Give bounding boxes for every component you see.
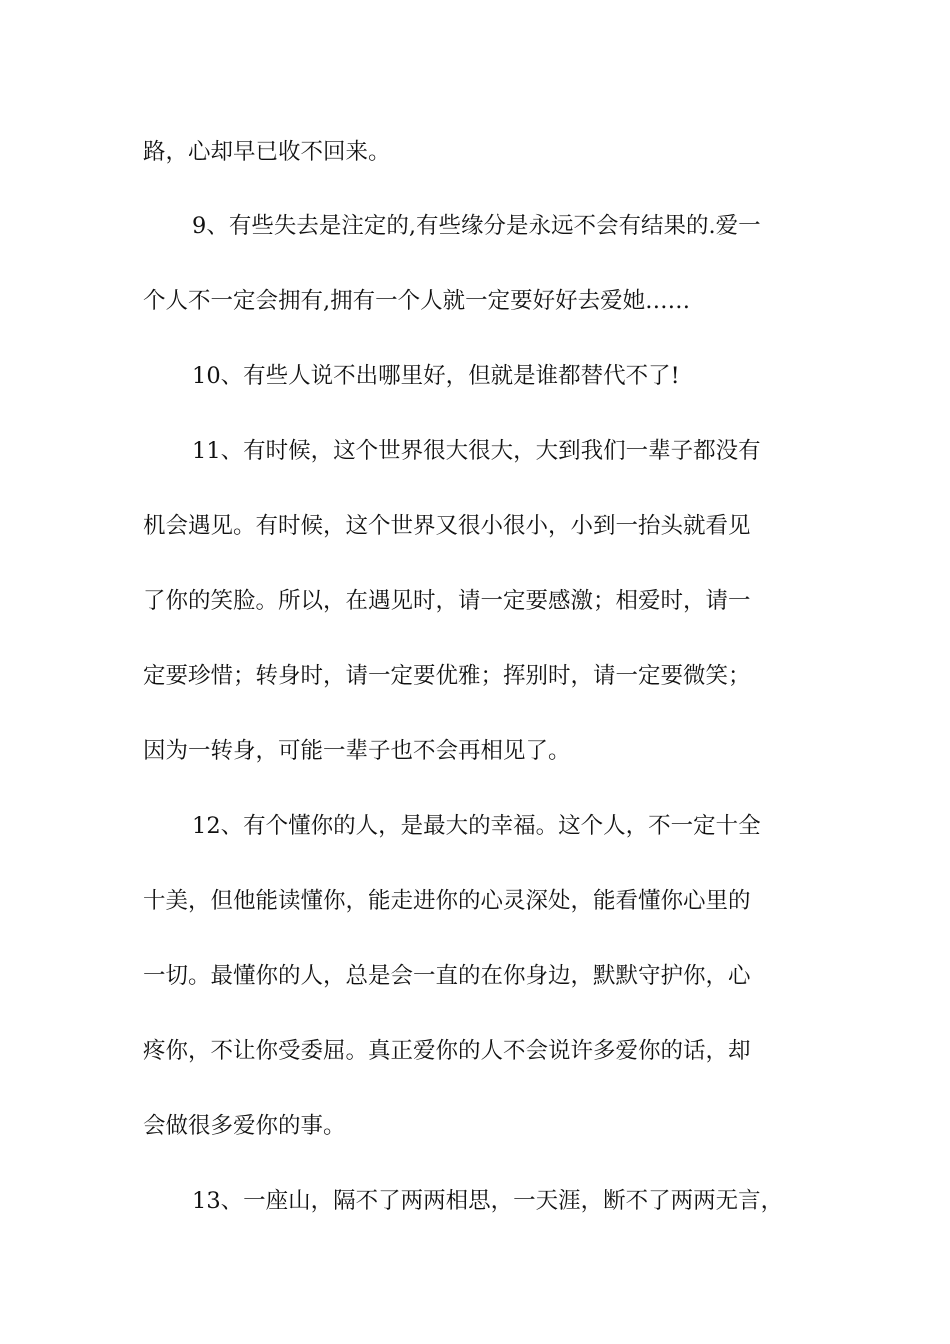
text-line: 路，心却早已收不回来。 xyxy=(143,139,391,165)
text-line: 12、有个懂你的人，是最大的幸福。这个人，不一定十全 xyxy=(192,813,761,839)
text-line: 因为一转身，可能一辈子也不会再相见了。 xyxy=(143,738,571,764)
text-line: 11、有时候，这个世界很大很大，大到我们一辈子都没有 xyxy=(192,438,761,464)
text-line: 会做很多爱你的事。 xyxy=(143,1113,346,1139)
text-line: 个人不一定会拥有,拥有一个人就一定要好好去爱她…… xyxy=(143,288,691,314)
text-line: 10、有些人说不出哪里好，但就是谁都替代不了! xyxy=(192,363,680,389)
text-line: 定要珍惜；转身时，请一定要优雅；挥别时，请一定要微笑； xyxy=(143,663,751,689)
text-line: 十美，但他能读懂你，能走进你的心灵深处，能看懂你心里的 xyxy=(143,888,751,914)
text-line: 9、有些失去是注定的,有些缘分是永远不会有结果的.爱一 xyxy=(192,213,761,239)
text-line: 机会遇见。有时候，这个世界又很小很小，小到一抬头就看见 xyxy=(143,513,751,539)
text-line: 13、一座山，隔不了两两相思，一天涯，断不了两两无言， xyxy=(192,1188,784,1214)
text-line: 了你的笑脸。所以，在遇见时，请一定要感激；相爱时，请一 xyxy=(143,588,751,614)
text-line: 疼你，不让你受委屈。真正爱你的人不会说许多爱你的话，却 xyxy=(143,1038,751,1064)
text-line: 一切。最懂你的人，总是会一直的在你身边，默默守护你，心 xyxy=(143,963,751,989)
